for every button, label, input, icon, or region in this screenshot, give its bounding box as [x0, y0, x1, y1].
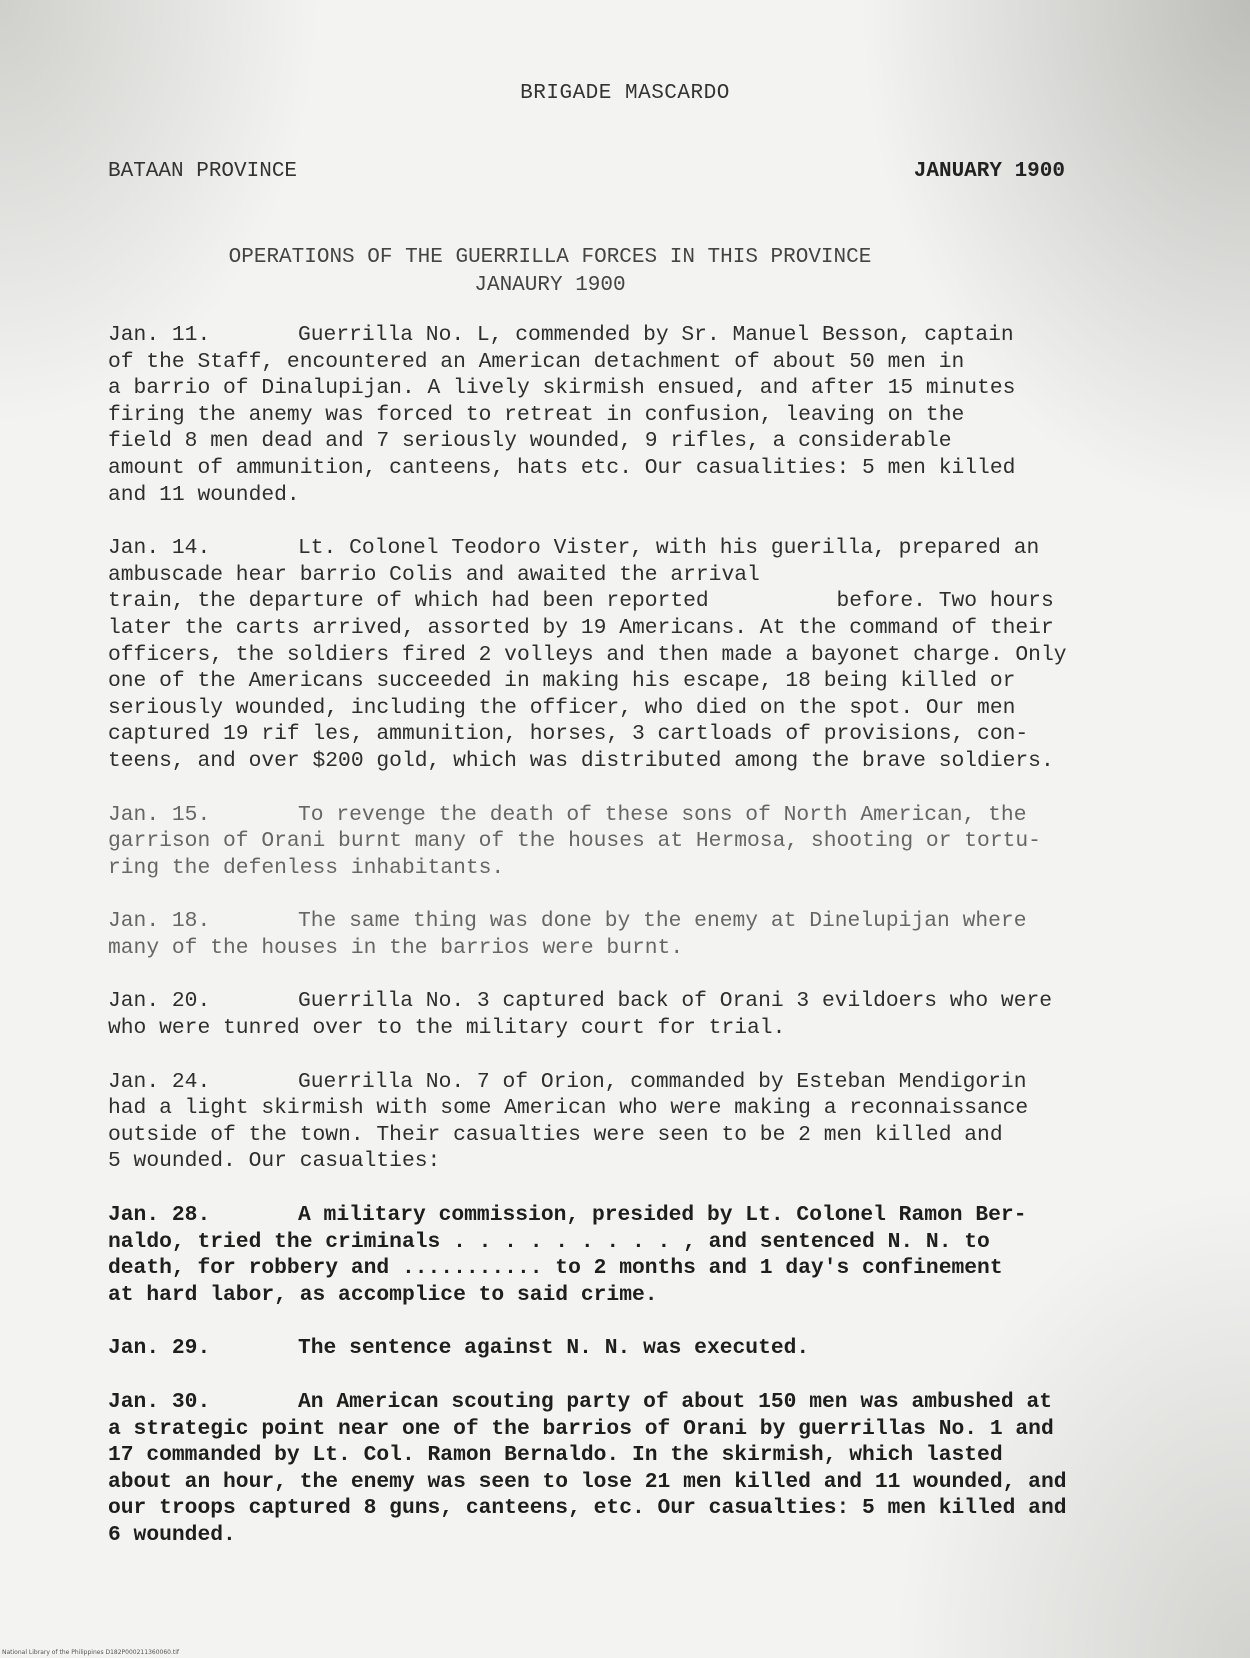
entry-date: Jan. 14.: [108, 536, 211, 561]
entry-text: Guerrilla No. 3 captured back of Orani 3 evildoers who were who were tunred over to the military court for trial.: [108, 989, 1053, 1041]
entry-jan-15: [108, 802, 1168, 882]
entry-text: The same thing was done by the enemy at Dinelupijan where many of the houses in the barrios were burnt.: [108, 909, 1027, 960]
entry-text: An American scouting party of about 150 men was ambushed at a strategic point near one of the barrios of Orani by guerrillas No. 1 and 17 commanded by Lt. Col. Ramon Bernaldo. In the skirmish, which lasted about an hour, the enemy was seen to lose 21 men killed and 11 wounded, and our troops captured 8 guns, canteens, etc. Our casualties: 5 men killed and 6 wounded.: [108, 1390, 1067, 1547]
entry-date: Jan. 15.: [108, 802, 211, 827]
entry-text: To revenge the death of these sons of North American, the garrison of Orani burnt many of the houses at Hermosa, shooting or tortu- ring the defenless inhabitants.: [108, 802, 1041, 880]
entry-date: Jan. 28.: [108, 1203, 211, 1228]
entry-jan-11: [108, 322, 1168, 508]
entry-jan-29: [108, 1335, 1168, 1362]
entry-date: Jan. 24.: [108, 1069, 211, 1094]
entry-jan-28: [108, 1202, 1168, 1308]
entry-date: Jan. 29.: [108, 1336, 211, 1361]
entry-text: The sentence against N. N. was executed.: [298, 1336, 810, 1361]
archive-footer: National Library of the Philippines D182P000211360060.tif: [2, 1649, 180, 1656]
entry-jan-14: [108, 535, 1168, 774]
entry-date: Jan. 18.: [108, 909, 211, 934]
entry-jan-20: [108, 988, 1168, 1041]
operations-title-line2: JANAURY 1900: [474, 274, 626, 297]
document-date: JANUARY 1900: [913, 160, 1065, 183]
entry-text: Guerrilla No. 7 of Orion, commanded by Esteban Mendigorin had a light skirmish with some American who were making a reconnaissance outside of the town. Their casualties were seen to be 2 men killed and 5 wounded. Our casualties:: [108, 1069, 1029, 1174]
operations-title: [0, 244, 1100, 300]
entry-date: Jan. 30.: [108, 1390, 211, 1414]
operations-title-line1: OPERATIONS OF THE GUERRILLA FORCES IN THIS PROVINCE: [228, 246, 872, 269]
entry-date: Jan. 11.: [108, 323, 211, 347]
entries-list: [108, 322, 1168, 1576]
entry-text: Guerrilla No. L, commended by Sr. Manuel Besson, captain of the Staff, encountered an American detachment of about 50 men in a barrio of Dinalupijan. A lively skirmish ensued, and after 15 minutes firing the anemy was forced to retreat in confusion, leaving on the field 8 men dead and 7 seriously wounded, 9 rifles, a considerable amount of ammunition, canteens, hats etc. Our casualities: 5 men killed and 11 wounded.: [108, 323, 1016, 507]
entry-text: A military commission, presided by Lt. Colonel Ramon Ber- naldo, tried the criminals . . . . . . . . . , and sentenced N. N. to death, for robbery and ........... to 2 months and 1 day's confinement at hard labor, as accomplice to said crime.: [108, 1203, 1027, 1307]
entry-jan-30: [108, 1389, 1168, 1549]
entry-text: Lt. Colonel Teodoro Vister, with his guerilla, prepared an ambuscade hear barrio Colis and awaited the arrival train, the departure of which had been reported before. Two hours later the carts arrived, assorted by 19 Americans. At the command of their officers, the soldiers fired 2 volleys and then made a bayonet charge. Only one of the Americans succeeded in making his escape, 18 being killed or seriously wounded, including the officer, who died on the spot. Our men captured 19 rif les, ammunition, horses, 3 cartloads of provisions, con- teens, and over $200 gold, which was distributed among the brave soldiers.: [108, 536, 1067, 773]
entry-date: Jan. 20.: [108, 989, 211, 1014]
entry-jan-24: [108, 1069, 1168, 1175]
entry-jan-18: [108, 908, 1168, 961]
brigade-title: BRIGADE MASCARDO: [520, 82, 730, 105]
province-label: BATAAN PROVINCE: [108, 160, 298, 183]
